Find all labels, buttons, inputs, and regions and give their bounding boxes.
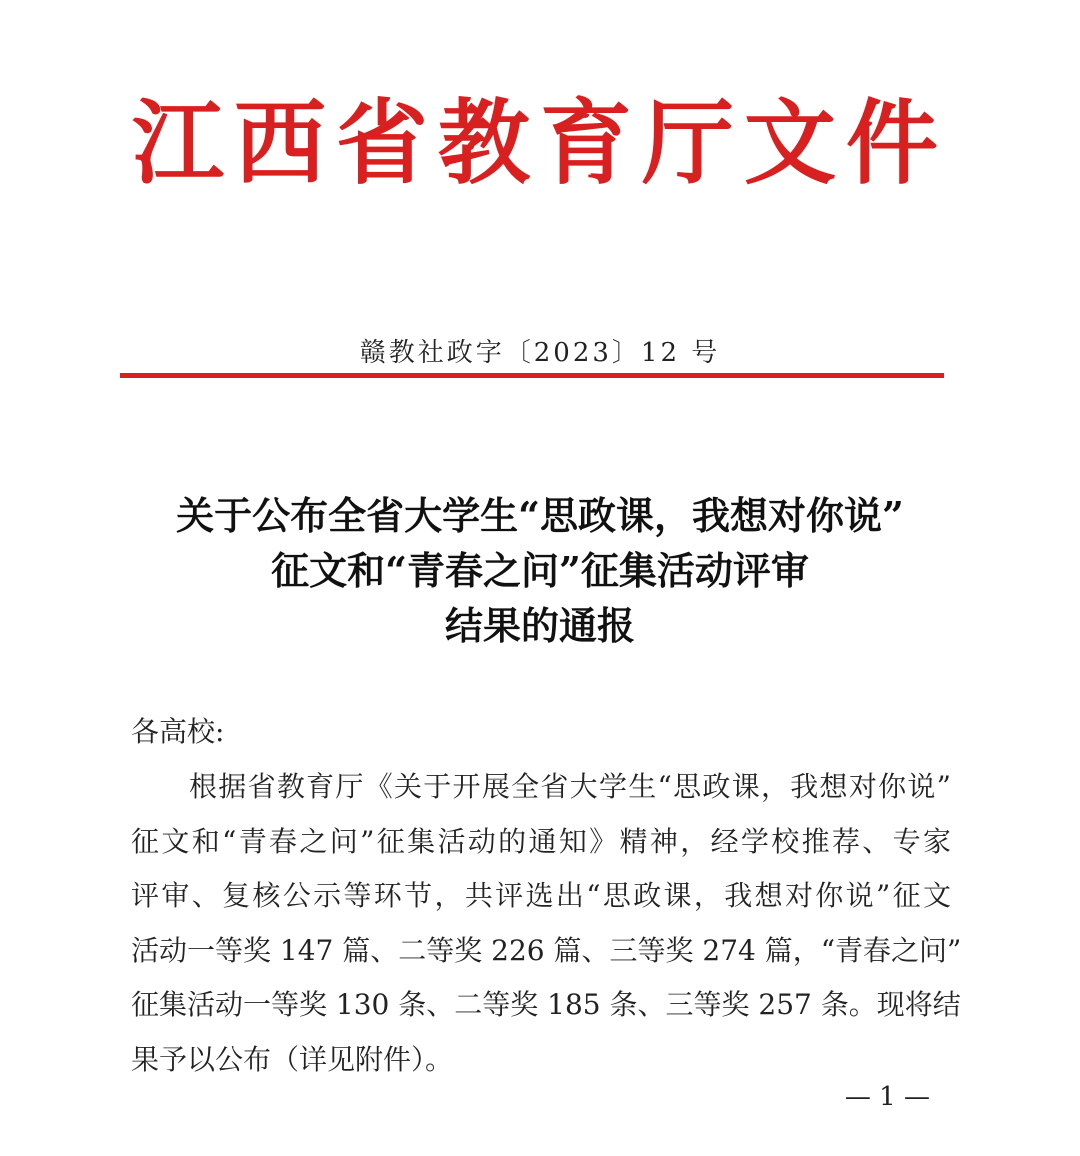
document-header-title: 江西省教育厅文件 bbox=[131, 89, 948, 197]
paragraph-line: 评审、复核公示等环节，共评选出“思政课，我想对你说”征文 bbox=[131, 879, 951, 912]
addressee: 各高校: bbox=[131, 715, 225, 748]
paragraph-line: 征文和“青春之问”征集活动的通知》精神，经学校推荐、专家 bbox=[131, 824, 951, 858]
paragraph-line: 根据省教育厅《关于开展全省大学生“思政课，我想对你说” bbox=[189, 770, 951, 803]
notice-title-line: 结果的通报 bbox=[444, 603, 635, 648]
red-divider-line bbox=[120, 373, 944, 378]
notice-title-line: 征文和“青春之问”征集活动评审 bbox=[271, 548, 809, 593]
document-number: 赣教社政字〔2023〕12 号 bbox=[359, 338, 721, 368]
notice-title bbox=[60, 488, 1020, 653]
paragraph-line: 征集活动一等奖 130 条、二等奖 185 条、三等奖 257 条。现将结 bbox=[131, 988, 961, 1021]
notice-title-line: 关于公布全省大学生“思政课，我想对你说” bbox=[176, 493, 904, 538]
page-number: — 1 — bbox=[844, 1082, 930, 1112]
paragraph-line: 果予以公布（详见附件）。 bbox=[131, 1042, 454, 1076]
body-paragraph bbox=[131, 760, 962, 1087]
paragraph-line: 活动一等奖 147 篇、二等奖 226 篇、三等奖 274 篇，“青春之问” bbox=[131, 933, 962, 967]
